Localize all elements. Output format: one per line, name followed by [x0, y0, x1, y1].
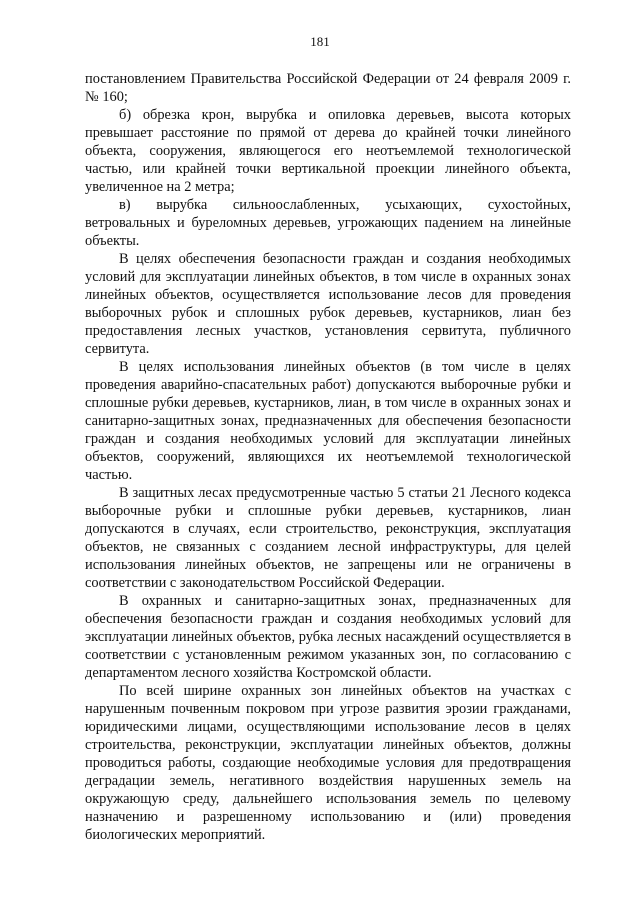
paragraph-linear-objects-rubki: В целях использования линейных объектов (в том числе в целях проведения аварийно-спасательных работ) допускаются выборочные рубки и сплошные рубки деревьев, кустарников, лиан, в том числе в охранных зонах и санитарно-защитных зонах, предназначенных для обеспечения безопасности граждан и создания необходимых условий для эксплуатации линейных объектов, сооружений, являющихся их неотъемлемой технологической частью. — [85, 359, 571, 483]
paragraph-protection-zones: В охранных и санитарно-защитных зонах, предназначенных для обеспечения безопасности граждан и создания необходимых условий для эксплуатации линейных объектов, рубка лесных насаждений осуществляется в соответствии с установленным режимом указанных зон, по согласованию с департаментом лесного хозяйства Костромской области. — [85, 593, 571, 681]
paragraph-continuation: постановлением Правительства Российской Федерации от 24 февраля 2009 г. № 160; — [85, 71, 571, 105]
paragraph-protective-forests: В защитных лесах предусмотренные частью 5 статьи 21 Лесного кодекса выборочные рубки и сплошные рубки деревьев, кустарников, лиан допускаются в случаях, если строительство, реконструкция, эксплуатация объектов, не связанных с созданием лесной инфраструктуры, для целей использования линейных объектов, не запрещены или не ограничены в соответствии с законодательством Российской Федерации. — [85, 485, 571, 591]
document-body — [85, 70, 571, 844]
page-number: 181 — [310, 34, 330, 49]
paragraph-item-b: б) обрезка крон, вырубка и опиловка деревьев, высота которых превышает расстояние по прямой от дерева до крайней точки линейного объекта, сооружения, являющегося его неотъемлемой технологической частью, или крайней точки вертикальной проекции линейного объекта, увеличенное на 2 метра; — [85, 107, 571, 195]
paragraph-erosion-works: По всей ширине охранных зон линейных объектов на участках с нарушенным почвенным покровом при угрозе развития эрозии гражданами, юридическими лицами, осуществляющими использование лесов в целях строительства, реконструкции, эксплуатации линейных объектов, должны проводиться работы, создающие необходимые условия для предотвращения деградации земель, негативного воздействия нарушенных земель на окружающую среду, дальнейшего использования земель по целевому назначению и разрешенному использованию и (или) проведения биологических мероприятий. — [85, 683, 571, 843]
paragraph-safety-rubki: В целях обеспечения безопасности граждан и создания необходимых условий для эксплуатации линейных объектов, в том числе в охранных зонах линейных объектов, осуществляется использование лесов для проведения выборочных рубок и сплошных рубок деревьев, кустарников, лиан без предоставления лесных участков, установления сервитута, публичного сервитута. — [85, 251, 571, 357]
paragraph-item-v: в) вырубка сильноослабленных, усыхающих, сухостойных, ветровальных и буреломных деревьев, угрожающих падением на линейные объекты. — [85, 197, 571, 249]
